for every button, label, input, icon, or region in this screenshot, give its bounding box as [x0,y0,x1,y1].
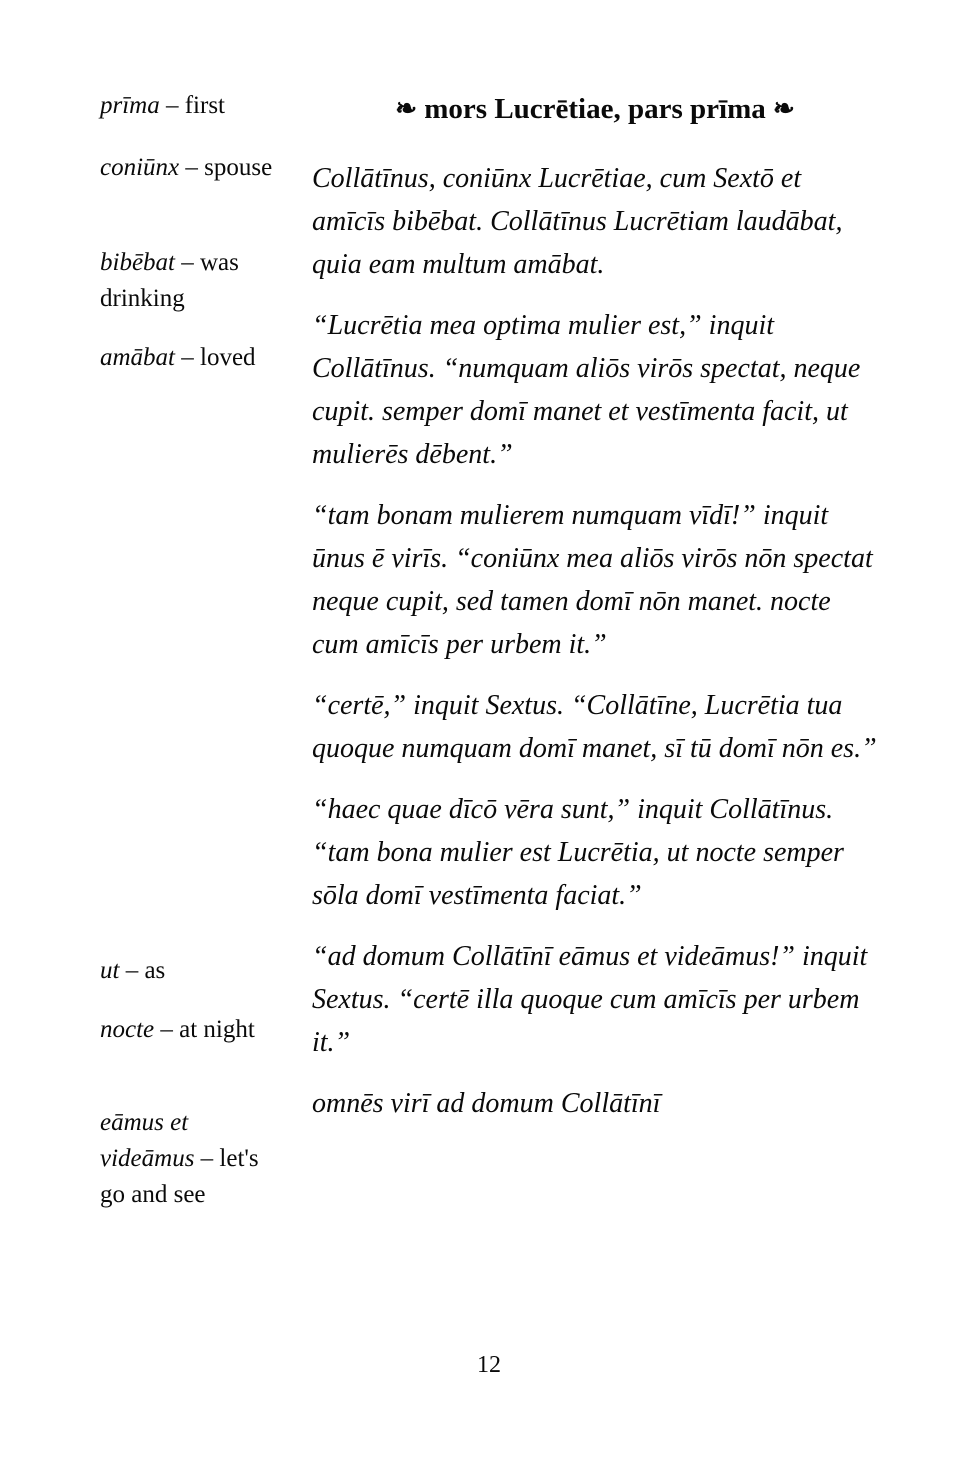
gloss-item [100,953,282,989]
gloss-item [100,1105,282,1213]
gloss-english: let's go and see [100,1145,259,1208]
gloss-english: at night [179,1016,255,1043]
gloss-english: first [184,92,226,119]
paragraph: omnēs virī ad domum Collātīnī [312,1088,661,1119]
gloss-item [100,1012,282,1048]
gloss-dash: – [160,1016,173,1043]
gloss-item [100,88,282,124]
gloss-dash: – [165,92,179,119]
gloss-latin: eāmus et videāmus [100,1109,195,1172]
gloss-english: was drinking [100,249,239,312]
gloss-latin: nocte [100,1016,155,1043]
gloss-item [100,150,282,186]
main-text-column [312,88,878,1125]
page-title [312,88,878,131]
page-number: 12 [477,1352,501,1378]
paragraph: “haec quae dīcō vēra sunt,” inquit Collātīnus. “tam bona mulier est Lucrētia, ut nocte semper sōla domī vestīmenta faciat.” [312,794,844,911]
gloss-latin: prīma [100,92,160,119]
gloss-latin: bibēbat [100,249,175,276]
paragraph: Collātīnus, coniūnx Lucrētiae, cum Sextō et amīcīs bibēbat. Collātīnus Lucrētiam laudābat, quia eam multum amābat. [312,163,843,280]
gloss-dash: – [181,249,194,276]
gloss-english: loved [200,344,256,371]
gloss-item [100,340,282,376]
gloss-latin: amābat [100,344,175,371]
gloss-dash: – [181,344,194,371]
gloss-item [100,245,282,317]
paragraph: “certē,” inquit Sextus. “Collātīne, Lucrētia tua quoque numquam domī manet, sī tū domī nōn es.” [312,690,877,764]
gloss-latin: ut [100,957,120,984]
paragraph: “ad domum Collātīnī eāmus et videāmus!” inquit Sextus. “certē illa quoque cum amīcīs per urbem it.” [312,941,868,1058]
fleuron-right-icon: ❧ [773,94,795,123]
paragraph: “Lucrētia mea optima mulier est,” inquit Collātīnus. “numquam aliōs virōs spectat, neque cupit. semper domī manet et vestīmenta facit, ut mulierēs dēbent.” [312,310,861,470]
gloss-dash: – [125,957,139,984]
gloss-english: as [144,957,166,984]
gloss-latin: coniūnx [100,154,180,181]
gloss-dash: – [185,154,198,181]
gloss-english: spouse [204,154,273,181]
paragraph: “tam bonam mulierem numquam vīdī!” inquit ūnus ē virīs. “coniūnx mea aliōs virōs nōn spectat neque cupit, sed tamen domī nōn manet. nocte cum amīcīs per urbem it.” [312,500,873,660]
gloss-dash: – [200,1145,214,1172]
page-title-text: mors Lucrētiae, pars prīma [424,93,766,125]
fleuron-left-icon: ❧ [395,94,417,123]
